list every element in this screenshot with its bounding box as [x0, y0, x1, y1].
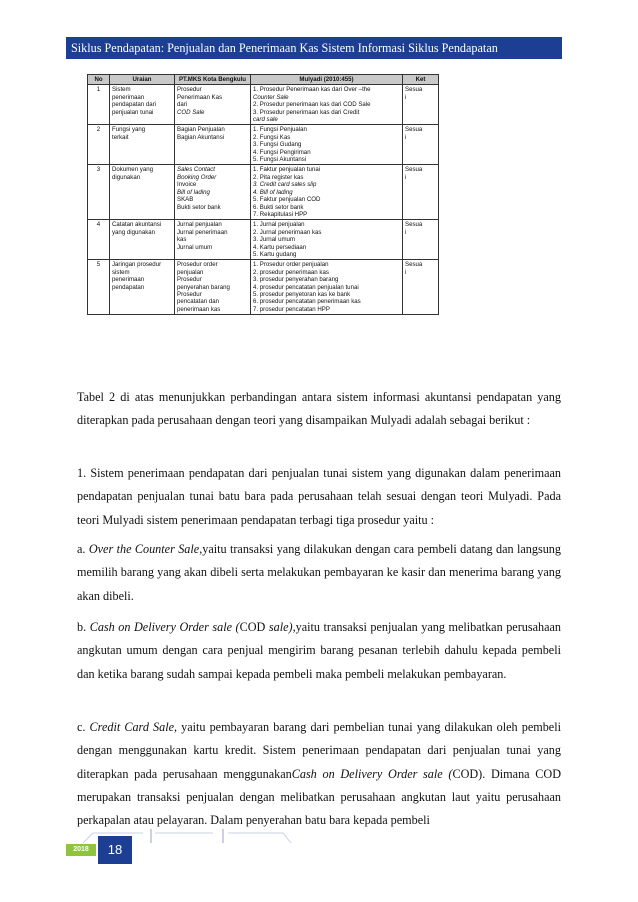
cell-ket [403, 85, 439, 125]
cell-pt-mks [175, 260, 251, 315]
mulyadi-line: 1. Prosedur Penerimaan kas dari Over –the [253, 86, 371, 94]
cell-no: 1 [88, 85, 110, 125]
ket-line: Sesua [405, 166, 423, 174]
point-b-text: yaitu transaksi penjualan yang melibatkan perusahaan angkutan umum dengan cara penjual mengirim barang pesanan terlebih dahulu kepada pembeli dan ketika barang sudah sampai kepada pembeli maka pembeli melakukan pembayaran. [77, 620, 562, 681]
pt-mks-line: Jurnal penjualan [177, 221, 222, 229]
pt-mks-line: Bagian Akuntansi [177, 133, 225, 141]
point-a-text: ,yaitu transaksi yang dilakukan dengan cara pembeli datang dan langsung memilih barang yang akan dibeli serta melakukan pembayaran ke kasir dan menerima barang yang akan dibeli. [77, 542, 561, 603]
uraian-line: Dokumen yang [112, 166, 153, 174]
comparison-table-wrapper [87, 74, 438, 315]
year-badge: 2018 [66, 844, 96, 856]
paragraph-intro: Tabel 2 di atas menunjukkan perbandingan antara sistem informasi akuntansi pendapatan yang diterapkan pada perusahaan dengan teori yang disampaikan Mulyadi adalah sebagai berikut : [77, 390, 561, 428]
mulyadi-line: 2. Pita register kas [253, 173, 304, 181]
ket-line: i [405, 228, 407, 236]
pt-mks-line: Prosedur [177, 86, 202, 94]
page-number: 18 [98, 836, 132, 864]
mulyadi-line: 5. Fungsi Akuntansi [253, 156, 307, 164]
pt-mks-line: Booking Order [177, 173, 217, 181]
cell-no: 2 [88, 125, 110, 165]
pt-mks-line: COD Sale [177, 108, 205, 116]
point-b-term: Cash on Delivery Order sale ( [89, 620, 240, 634]
table-row [88, 220, 439, 260]
pt-mks-line: Sales Contact [177, 166, 215, 174]
header-pt-mks: PT.MKS Kota Bengkulu [175, 75, 251, 85]
paragraph-point-a [77, 538, 561, 608]
ket-line: i [405, 268, 407, 276]
header-uraian: Uraian [110, 75, 175, 85]
point-b-prefix: b. [77, 620, 90, 634]
mulyadi-line: 1. Fungsi Penjualan [253, 126, 307, 134]
cell-uraian [110, 260, 175, 315]
table-row [88, 260, 439, 315]
uraian-line: penerimaan [112, 93, 145, 101]
ket-line: Sesua [405, 86, 423, 94]
comparison-table [87, 74, 439, 315]
cell-mulyadi [251, 220, 403, 260]
paragraph-point-b [77, 616, 561, 686]
uraian-line: sistem [112, 268, 130, 276]
uraian-line: Sistem [112, 86, 131, 94]
pt-mks-line: Prosedur [177, 276, 202, 284]
point-b-term-2: sale), [268, 620, 296, 634]
ket-line: i [405, 133, 407, 141]
pt-mks-line: Jurnal penerimaan [177, 228, 228, 236]
cell-mulyadi [251, 125, 403, 165]
mulyadi-line: 6. prosedur pencatatan penerimaan kas [253, 298, 361, 306]
pt-mks-line: pencatatan dan [177, 298, 220, 306]
cell-ket [403, 220, 439, 260]
pt-mks-line: Bagian Penjualan [177, 126, 225, 134]
cell-ket [403, 260, 439, 315]
cell-pt-mks [175, 125, 251, 165]
cell-mulyadi [251, 260, 403, 315]
cell-uraian [110, 125, 175, 165]
mulyadi-line: 4. Kartu persediaan [253, 243, 307, 251]
pt-mks-line: penyerahan barang [177, 283, 230, 291]
mulyadi-line: 1. Prosedur order penjualan [253, 261, 329, 269]
cell-no: 4 [88, 220, 110, 260]
pt-mks-line: Penerimaan Kas [177, 93, 223, 101]
cell-mulyadi [251, 85, 403, 125]
point-a-term: Over the Counter Sale [88, 542, 200, 556]
uraian-line: yang digunakan [112, 228, 156, 236]
ket-line: i [405, 173, 407, 181]
ket-line: Sesua [405, 221, 423, 229]
cell-ket [403, 165, 439, 220]
mulyadi-line: 5. prosedur penyetoran kas ke bank [253, 290, 351, 298]
mulyadi-line: Counter Sale [253, 93, 289, 101]
paragraph-point-1: 1. Sistem penerimaan pendapatan dari penjualan tunai sistem yang digunakan dalam penerimaan pendapatan penjualan tunai batu bara pada perusahaan telah sesuai dengan teori Mulyadi. Pada teori Mulyadi sistem penerimaan pendapatan terbagi tiga prosedur yaitu : [77, 466, 561, 527]
uraian-line: penjualan tunai [112, 108, 154, 116]
page-header-title: Siklus Pendapatan: Penjualan dan Penerimaan Kas Sistem Informasi Siklus Pendapatan [66, 37, 562, 59]
pt-mks-line: penerimaan kas [177, 305, 221, 313]
table-row [88, 125, 439, 165]
pt-mks-line: Invoice [177, 181, 197, 189]
mulyadi-line: card sale [253, 116, 278, 124]
cell-no: 5 [88, 260, 110, 315]
mulyadi-line: 3. Prosedur penerimaan kas dari Credit [253, 108, 360, 116]
pt-mks-line: Bukti setor bank [177, 203, 221, 211]
mulyadi-line: 6. Bukti setor bank [253, 203, 304, 211]
ket-line: i [405, 93, 407, 101]
point-c-term-2: Cash on Delivery Order sale ( [291, 766, 453, 781]
cell-pt-mks [175, 85, 251, 125]
point-b-mid: COD [239, 620, 269, 634]
cell-mulyadi [251, 165, 403, 220]
mulyadi-line: 3. Jurnal umum [253, 236, 295, 244]
mulyadi-line: 3. Fungsi Gudang [253, 141, 302, 149]
point-c-text: , yaitu pembayaran barang dari pembelian tunai yang dilakukan oleh pembeli dengan menggunakan kartu kredit. Sistem penerimaan pendapatan dari penjualan tunai yang diterapkan pada perusahaan menggunakan [77, 720, 561, 781]
cell-uraian [110, 165, 175, 220]
point-c-prefix: c. [77, 720, 90, 734]
table-row [88, 85, 439, 125]
pt-mks-line: Jurnal umum [177, 243, 213, 251]
ket-line: Sesua [405, 126, 423, 134]
cell-pt-mks [175, 165, 251, 220]
mulyadi-line: 7. prosedur pencatatan HPP [253, 305, 330, 313]
point-c-text-2: COD). Dimana COD merupakan transaksi penjualan dengan melibatkan perusahaan angkutan laut yaitu perusahaan perkapalan atau pelayaran. Dalam penyerahan batu bara kepada pembeli [77, 766, 561, 828]
mulyadi-line: 4. Fungsi Pengiriman [253, 148, 311, 156]
pt-mks-line: Prosedur order [177, 261, 218, 269]
pt-mks-line: dari [177, 101, 188, 109]
pt-mks-line: kas [177, 236, 187, 244]
cell-uraian [110, 220, 175, 260]
table-row [88, 165, 439, 220]
cell-pt-mks [175, 220, 251, 260]
ket-line: Sesua [405, 261, 423, 269]
point-a-prefix: a. [77, 542, 89, 556]
uraian-line: terkait [112, 133, 129, 141]
mulyadi-line: 3. prosedur penyerahan barang [253, 276, 339, 284]
mulyadi-line: 2. prosedur penerimaan kas [253, 268, 329, 276]
mulyadi-line: 2. Prosedur penerimaan kas dari COD Sale [253, 101, 371, 109]
header-no: No [88, 75, 110, 85]
point-c-term: Credit Card Sale [89, 720, 174, 734]
cell-ket [403, 125, 439, 165]
uraian-line: digunakan [112, 173, 141, 181]
pt-mks-line: Prosedur [177, 290, 202, 298]
pt-mks-line: penjualan [177, 268, 204, 276]
header-mulyadi: Mulyadi (2010:455) [251, 75, 403, 85]
mulyadi-line: 7. Rekapitulasi HPP [253, 210, 308, 218]
mulyadi-line: 5. Faktur penjualan COD [253, 196, 321, 204]
uraian-line: pendapatan [112, 283, 145, 291]
mulyadi-line: 1. Jurnal penjualan [253, 221, 305, 229]
uraian-line: Jaringan prosedur [112, 261, 162, 269]
uraian-line: penerimaan [112, 276, 145, 284]
mulyadi-line: 2. Fungsi Kas [253, 133, 291, 141]
table-header-row [88, 75, 439, 85]
mulyadi-line: 1. Faktur penjualan tunai [253, 166, 321, 174]
mulyadi-line: 5. Kartu gudang [253, 250, 297, 258]
paragraph-point-c [77, 716, 561, 832]
header-ket: Ket [403, 75, 439, 85]
cell-uraian [110, 85, 175, 125]
uraian-line: pendapatan dari [112, 101, 157, 109]
cell-no: 3 [88, 165, 110, 220]
uraian-line: Catatan akuntansi [112, 221, 162, 229]
mulyadi-line: 4. Bill of lading [253, 188, 293, 196]
mulyadi-line: 4. prosedur pencatatan penjualan tunai [253, 283, 359, 291]
mulyadi-line: 2. Jurnal penerimaan kas [253, 228, 322, 236]
pt-mks-line: Bill of lading [177, 188, 210, 196]
uraian-line: Fungsi yang [112, 126, 146, 134]
mulyadi-line: 3. Credit card sales slip [253, 181, 317, 189]
pt-mks-line: SKAB [177, 196, 194, 204]
